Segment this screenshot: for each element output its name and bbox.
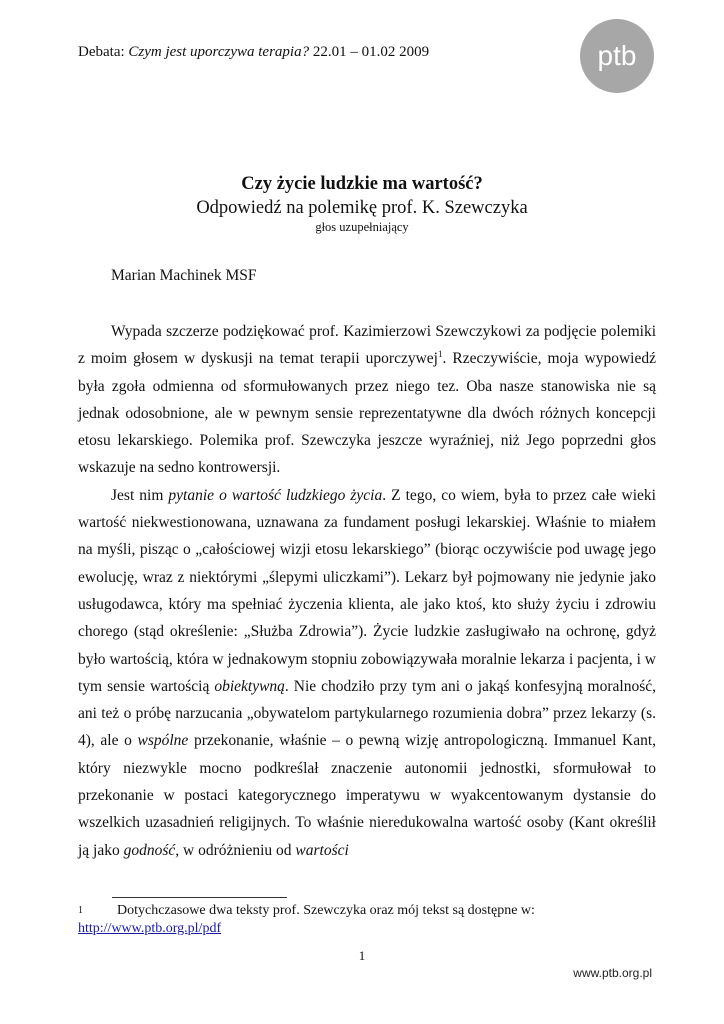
footnote-number: 1 [78, 905, 83, 916]
author-name: Marian Machinek MSF [111, 267, 257, 284]
document-header [78, 44, 429, 61]
logo-text: ptb [597, 40, 637, 71]
site-url[interactable]: www.ptb.org.pl [573, 966, 652, 980]
debate-dates: 22.01 – 01.02 2009 [309, 44, 430, 60]
article-body [78, 318, 656, 864]
footnote-link[interactable]: http://www.ptb.org.pl/pdf [78, 921, 222, 936]
page-number: 1 [358, 948, 366, 963]
footnote-ref[interactable]: 1 [437, 349, 443, 360]
footnote-text: Dotychczasowe dwa teksty prof. Szewczyka oraz mój tekst są dostępne w: [117, 903, 535, 918]
title-block [0, 172, 724, 234]
footnote-divider [112, 897, 287, 898]
debate-title: Czym jest uporczywa terapia? [128, 44, 310, 60]
title-note: głos uzupełniający [315, 220, 409, 234]
page-subtitle: Odpowiedź na polemikę prof. K. Szewczyka [196, 198, 528, 218]
paragraph-2: Jest nim pytanie o wartość ludzkiego życia. Z tego, co wiem, była to przez całe wieki wartość niekwestionowana, uznawana za fundament posługi lekarskiej. Właśnie to miałem na myśli, pisząc o „całościowej wizji etosu lekarskiego” (biorąc oczywiście pod uwagę jego ewolucję, wraz z niektórymi „ślepymi uliczkami”). Lekarz był pojmowany nie jedynie jako usługodawca, który ma spełniać życzenia klienta, ale jako ktoś, kto służy życiu i zdrowiu chorego (stąd określenie: „Służba Zdrowia”). Życie ludzkie zasługiwało na ochronę, gdyż było wartością, która w jednakowym stopniu zobowiązywała moralnie lekarza i pacjenta, i w tym sensie wartością obiektywną. Nie chodziło przy tym ani o jakąś konfesyjną moralność, ani też o próbę narzucania „obywatelom partykularnego rozumienia dobra” przez lekarzy (s. 4), ale o wspólne przekonanie, właśnie – o pewną wizję antropologiczną. Immanuel Kant, który niezwykle mocno podkreślał znaczenie autonomii jednostki, sformułował to przekonanie w postaci kategorycznego imperatywu w wyakcentowanym dystansie do wszelkich uzasadnień religijnych. To właśnie nieredukowalna wartość osoby (Kant określił ją jako godność, w odróżnieniu od wartości [78, 486, 657, 859]
ptb-logo [579, 18, 655, 94]
page-title: Czy życie ludzkie ma wartość? [241, 174, 483, 194]
footnote [78, 902, 638, 938]
paragraph-1: Wypada szczerze podziękować prof. Kazimierzowi Szewczykowi za podjęcie polemiki z moim głosem w dyskusji na temat terapii uporczywej$^1$. Rzeczywiście, moja wypowiedź była zgoła odmienna od sformułowanych przez niego tez. Oba nasze stanowiska nie są jednak odosobnione, ale w pewnym sensie reprezentatywne dla dwóch różnych koncepcji etosu lekarskiego. Polemika prof. Szewczyka jeszcze wyraźniej, niż Jego poprzedni głos wskazuje na sedno kontrowersji. [78, 323, 656, 477]
header-prefix: Debata: [78, 44, 129, 60]
